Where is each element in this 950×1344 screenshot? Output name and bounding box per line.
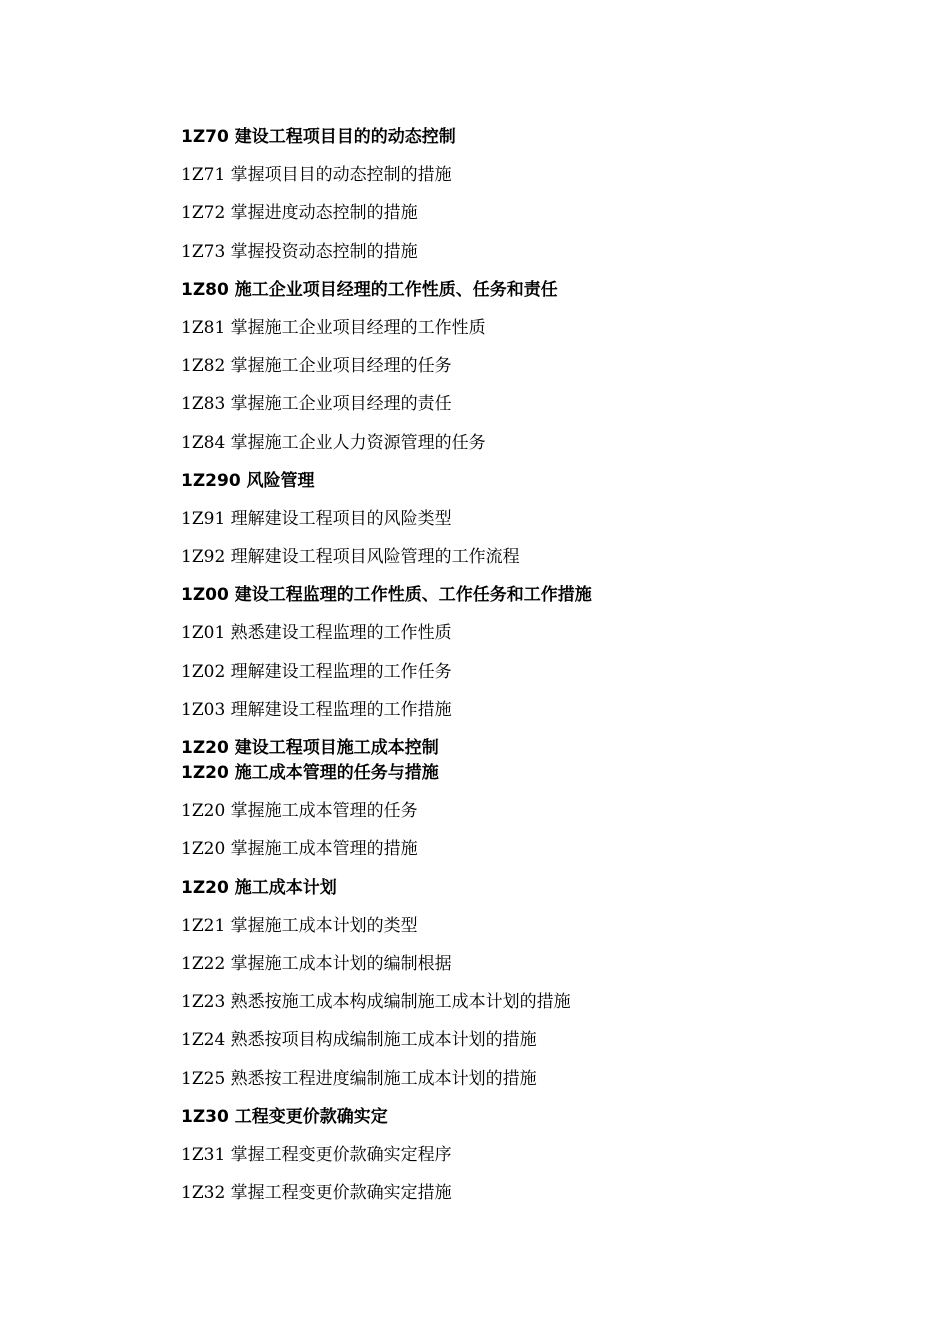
section-item: 1Z31 掌握工程变更价款确实定程序 — [181, 1144, 452, 1165]
section-item: 1Z23 熟悉按施工成本构成编制施工成本计划的措施 — [181, 992, 571, 1013]
section-item: 1Z71 掌握项目目的动态控制的措施 — [181, 165, 452, 186]
section-item: 1Z24 熟悉按项目构成编制施工成本计划的措施 — [181, 1030, 537, 1051]
section-item: 1Z03 理解建设工程监理的工作措施 — [181, 699, 452, 720]
section-heading: 1Z290 风险管理 — [181, 470, 315, 491]
section-item: 1Z21 掌握施工成本计划的类型 — [181, 915, 418, 936]
section-item: 1Z82 掌握施工企业项目经理的任务 — [181, 356, 452, 377]
section-item: 1Z84 掌握施工企业人力资源管理的任务 — [181, 432, 486, 453]
section-item: 1Z25 熟悉按工程进度编制施工成本计划的措施 — [181, 1068, 537, 1089]
section-item: 1Z22 掌握施工成本计划的编制根据 — [181, 953, 452, 974]
section-item: 1Z20 掌握施工成本管理的任务 — [181, 801, 418, 822]
section-heading: 1Z30 工程变更价款确实定 — [181, 1106, 388, 1127]
document-page — [181, 124, 881, 1218]
section-item: 1Z73 掌握投资动态控制的措施 — [181, 241, 418, 262]
section-item: 1Z72 掌握进度动态控制的措施 — [181, 203, 418, 224]
section-heading: 1Z20 施工成本管理的任务与措施 — [181, 763, 439, 783]
section-item: 1Z01 熟悉建设工程监理的工作性质 — [181, 623, 452, 644]
section-item: 1Z02 理解建设工程监理的工作任务 — [181, 661, 452, 682]
section-item: 1Z32 掌握工程变更价款确实定措施 — [181, 1183, 452, 1204]
section-item: 1Z81 掌握施工企业项目经理的工作性质 — [181, 317, 486, 338]
section-heading: 1Z80 施工企业项目经理的工作性质、任务和责任 — [181, 279, 558, 300]
section-item: 1Z83 掌握施工企业项目经理的责任 — [181, 394, 452, 415]
section-heading: 1Z70 建设工程项目目的的动态控制 — [181, 127, 456, 147]
section-item: 1Z92 理解建设工程项目风险管理的工作流程 — [181, 547, 520, 568]
section-item: 1Z20 掌握施工成本管理的措施 — [181, 839, 418, 860]
chapter-heading: 1Z20 建设工程项目施工成本控制 — [181, 738, 439, 758]
section-item: 1Z91 理解建设工程项目的风险类型 — [181, 508, 452, 529]
section-heading: 1Z20 施工成本计划 — [181, 877, 337, 898]
section-heading: 1Z00 建设工程监理的工作性质、工作任务和工作措施 — [181, 585, 592, 606]
